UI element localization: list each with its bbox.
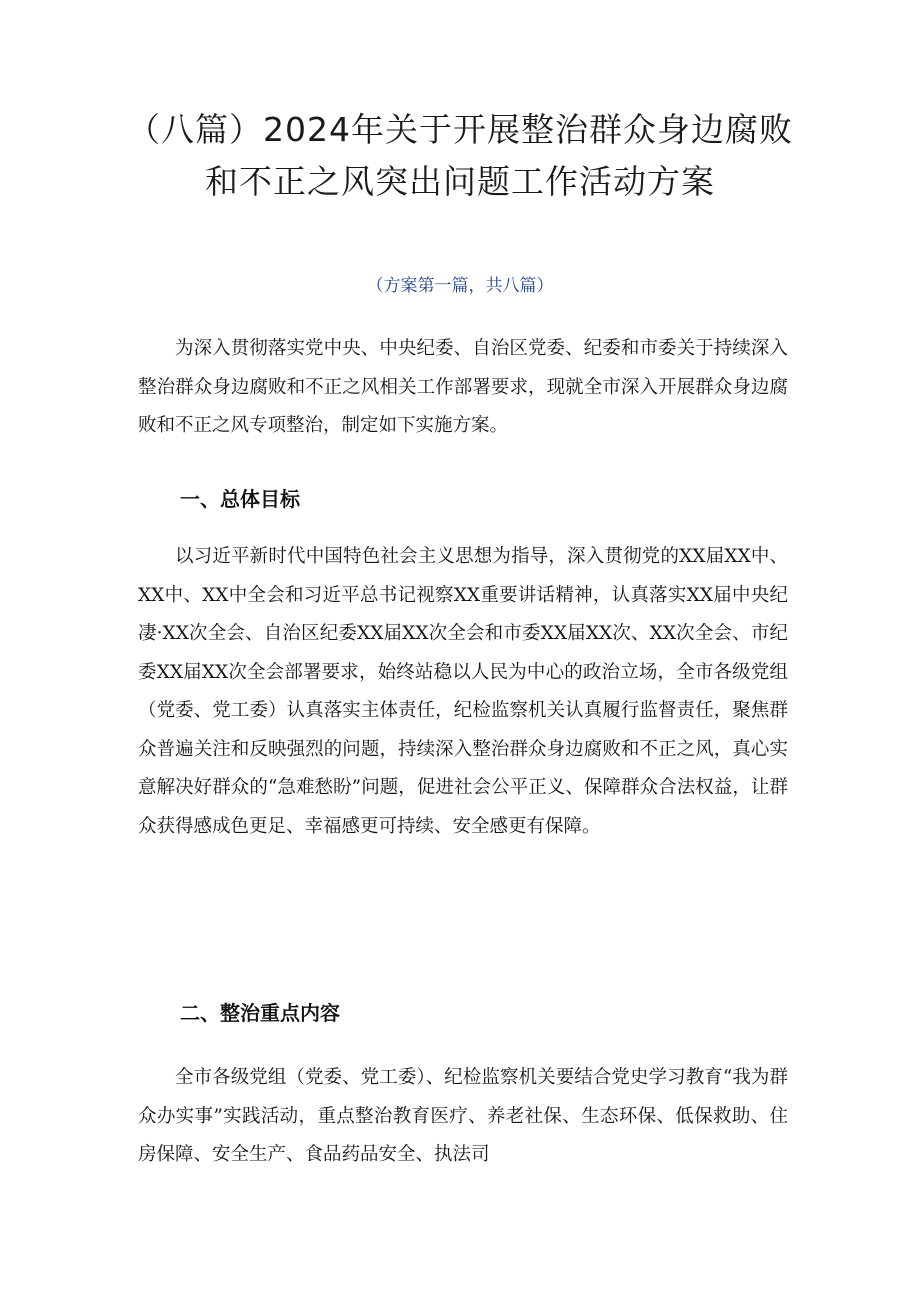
section-paragraph-goals: 以习近平新时代中国特色社会主义思想为指导，深入贯彻党的XX届XX中、XX中、XX中全会和习近平总书记视察XX重要讲话精神，认真落实XX届中央纪凄·XX次全会、自治区纪委XX届XX次全会和市委XX届XX次、XX次全会、市纪委XX届XX次全会部署要求，始终站稳以人民为中心的政治立场，全市各级党组（党委、党工委）认真落实主体责任，纪检监察机关认真履行监督责任，聚焦群众普遍关注和反映强烈的问题，持续深入整治群众身边腐败和不正之风，真心实意解决好群众的“急难愁盼”问题，促进社会公平正义、保障群众合法权益，让群众获得感成色更足、幸福感更可持续、安全感更有保障。 — [138, 546, 788, 837]
section-paragraph-key-content: 全市各级党组（党委、党工委）、纪检监察机关要结合党史学习教育“我为群众办实事”实践活动，重点整治教育医疗、养老社保、生态环保、低保救助、住房保障、安全生产、食品药品安全、执法司 — [138, 1067, 788, 1165]
section-heading-key-content: 二、整治重点内容 — [180, 1001, 340, 1025]
intro-paragraph: 为深入贯彻落实党中央、中央纪委、自治区党委、纪委和市委关于持续深入整治群众身边腐败和不正之风相关工作部署要求，现就全市深入开展群众身边腐败和不正之风专项整治，制定如下实施方案。 — [138, 338, 788, 436]
document-subtitle: （方案第一篇，共八篇） — [366, 276, 554, 296]
document-title: （八篇）2024年关于开展整治群众身边腐败和不正之风突出问题工作活动方案 — [127, 110, 793, 201]
section-heading-goals: 一、总体目标 — [180, 487, 300, 511]
